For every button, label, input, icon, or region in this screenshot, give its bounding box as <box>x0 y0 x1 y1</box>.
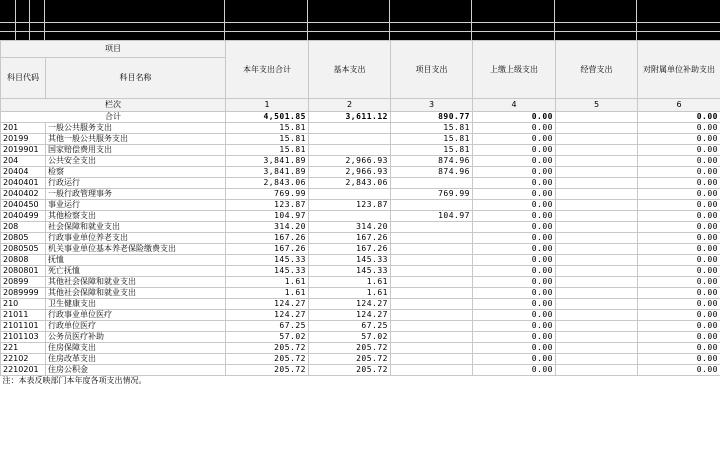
cell-total: 167.26 <box>226 244 309 255</box>
cell-business <box>556 332 638 343</box>
cell-code: 2080801 <box>1 266 46 277</box>
cell-upper: 0.00 <box>473 145 556 156</box>
cell-business <box>556 244 638 255</box>
cell-business <box>556 288 638 299</box>
cell-total: 2,843.06 <box>226 178 309 189</box>
code-header: 科目代码 <box>1 58 46 99</box>
table-row <box>1 343 720 354</box>
cell-business <box>556 233 638 244</box>
cell-total: 1.61 <box>226 277 309 288</box>
cell-subsidy: 0.00 <box>638 266 720 277</box>
cell-basic: 205.72 <box>309 343 391 354</box>
cell-business <box>556 145 638 156</box>
cell-subsidy: 0.00 <box>638 200 720 211</box>
cell-code: 221 <box>1 343 46 354</box>
seq-1: 1 <box>226 99 309 112</box>
cell-upper: 0.00 <box>473 189 556 200</box>
cell-project <box>391 310 473 321</box>
cell-project <box>391 365 473 376</box>
col-subsidy-header: 对附属单位补助支出 <box>638 41 720 99</box>
cell-project <box>391 222 473 233</box>
cell-upper: 0.00 <box>473 255 556 266</box>
cell-business <box>556 200 638 211</box>
expenditure-table <box>0 40 720 386</box>
cell-basic: 67.25 <box>309 321 391 332</box>
cell-upper: 0.00 <box>473 134 556 145</box>
cell-basic: 145.33 <box>309 266 391 277</box>
cell-project: 874.96 <box>391 156 473 167</box>
cell-code: 2040401 <box>1 178 46 189</box>
table-note: 注：本表反映部门本年度各项支出情况。 <box>1 376 720 387</box>
cell-total: 769.99 <box>226 189 309 200</box>
cell-total: 3,841.89 <box>226 156 309 167</box>
cell-name: 检察 <box>46 167 226 178</box>
cell-code: 2080505 <box>1 244 46 255</box>
cell-total: 67.25 <box>226 321 309 332</box>
cell-business <box>556 189 638 200</box>
seq-4: 4 <box>473 99 556 112</box>
cell-business <box>556 299 638 310</box>
cell-subsidy: 0.00 <box>638 244 720 255</box>
cell-total: 145.33 <box>226 255 309 266</box>
cell-name: 公务员医疗补助 <box>46 332 226 343</box>
cell-upper: 0.00 <box>473 277 556 288</box>
cell-name: 行政事业单位养老支出 <box>46 233 226 244</box>
cell-basic <box>309 134 391 145</box>
cell-code: 201 <box>1 123 46 134</box>
cell-business <box>556 343 638 354</box>
cell-upper: 0.00 <box>473 233 556 244</box>
cell-basic: 123.87 <box>309 200 391 211</box>
cell-code: 21011 <box>1 310 46 321</box>
cell-name: 机关事业单位基本养老保险缴费支出 <box>46 244 226 255</box>
cell-total: 15.81 <box>226 123 309 134</box>
col-total-header: 本年支出合计 <box>226 41 309 99</box>
cell-project: 874.96 <box>391 167 473 178</box>
cell-basic: 2,966.93 <box>309 167 391 178</box>
project-header: 项目 <box>1 41 226 58</box>
table-row <box>1 134 720 145</box>
cell-total: 57.02 <box>226 332 309 343</box>
cell-name: 社会保障和就业支出 <box>46 222 226 233</box>
cell-business <box>556 134 638 145</box>
cell-project <box>391 354 473 365</box>
cell-subsidy: 0.00 <box>638 343 720 354</box>
cell-business <box>556 266 638 277</box>
cell-upper: 0.00 <box>473 288 556 299</box>
cell-subsidy: 0.00 <box>638 233 720 244</box>
cell-project <box>391 332 473 343</box>
table-row <box>1 200 720 211</box>
cell-subsidy: 0.00 <box>638 332 720 343</box>
cell-subsidy: 0.00 <box>638 156 720 167</box>
cell-basic: 205.72 <box>309 365 391 376</box>
cell-code: 208 <box>1 222 46 233</box>
table-row <box>1 310 720 321</box>
cell-code: 20808 <box>1 255 46 266</box>
total-subsidy: 0.00 <box>638 112 720 123</box>
cell-basic: 2,966.93 <box>309 156 391 167</box>
cell-name: 一般公共服务支出 <box>46 123 226 134</box>
cell-code: 2019901 <box>1 145 46 156</box>
cell-upper: 0.00 <box>473 332 556 343</box>
cell-project <box>391 178 473 189</box>
table-row <box>1 354 720 365</box>
table-row <box>1 222 720 233</box>
cell-code: 210 <box>1 299 46 310</box>
cell-basic: 57.02 <box>309 332 391 343</box>
cell-name: 行政单位医疗 <box>46 321 226 332</box>
cell-subsidy: 0.00 <box>638 354 720 365</box>
cell-business <box>556 365 638 376</box>
table-row <box>1 145 720 156</box>
cell-total: 145.33 <box>226 266 309 277</box>
cell-subsidy: 0.00 <box>638 189 720 200</box>
cell-basic: 167.26 <box>309 244 391 255</box>
cell-basic <box>309 211 391 222</box>
cell-upper: 0.00 <box>473 211 556 222</box>
cell-subsidy: 0.00 <box>638 299 720 310</box>
cell-basic: 145.33 <box>309 255 391 266</box>
cell-basic: 1.61 <box>309 288 391 299</box>
cell-upper: 0.00 <box>473 178 556 189</box>
cell-total: 124.27 <box>226 310 309 321</box>
cell-upper: 0.00 <box>473 299 556 310</box>
cell-subsidy: 0.00 <box>638 222 720 233</box>
cell-subsidy: 0.00 <box>638 255 720 266</box>
cell-name: 住房改革支出 <box>46 354 226 365</box>
cell-project <box>391 266 473 277</box>
total-business <box>556 112 638 123</box>
table-row <box>1 233 720 244</box>
cell-total: 3,841.89 <box>226 167 309 178</box>
cell-subsidy: 0.00 <box>638 167 720 178</box>
cell-upper: 0.00 <box>473 310 556 321</box>
cell-name: 公共安全支出 <box>46 156 226 167</box>
cell-code: 20404 <box>1 167 46 178</box>
cell-project <box>391 288 473 299</box>
cell-business <box>556 167 638 178</box>
cell-total: 205.72 <box>226 343 309 354</box>
cell-basic: 2,843.06 <box>309 178 391 189</box>
cell-name: 行政事业单位医疗 <box>46 310 226 321</box>
redacted-title-bar <box>0 0 720 40</box>
cell-project: 769.99 <box>391 189 473 200</box>
name-header: 科目名称 <box>46 58 226 99</box>
seq-6: 6 <box>638 99 720 112</box>
cell-total: 205.72 <box>226 365 309 376</box>
cell-upper: 0.00 <box>473 343 556 354</box>
cell-business <box>556 277 638 288</box>
cell-basic <box>309 123 391 134</box>
cell-project: 15.81 <box>391 145 473 156</box>
cell-name: 一般行政管理事务 <box>46 189 226 200</box>
cell-business <box>556 354 638 365</box>
cell-subsidy: 0.00 <box>638 178 720 189</box>
total-upper: 0.00 <box>473 112 556 123</box>
total-project: 890.77 <box>391 112 473 123</box>
table-row <box>1 277 720 288</box>
cell-subsidy: 0.00 <box>638 365 720 376</box>
cell-upper: 0.00 <box>473 354 556 365</box>
cell-project: 15.81 <box>391 123 473 134</box>
cell-code: 2040450 <box>1 200 46 211</box>
cell-code: 2040402 <box>1 189 46 200</box>
cell-name: 住房保障支出 <box>46 343 226 354</box>
cell-code: 204 <box>1 156 46 167</box>
cell-total: 205.72 <box>226 354 309 365</box>
table-row <box>1 211 720 222</box>
cell-project <box>391 255 473 266</box>
cell-business <box>556 310 638 321</box>
cell-basic <box>309 189 391 200</box>
cell-code: 2040499 <box>1 211 46 222</box>
cell-upper: 0.00 <box>473 321 556 332</box>
cell-subsidy: 0.00 <box>638 310 720 321</box>
cell-name: 行政运行 <box>46 178 226 189</box>
table-row <box>1 266 720 277</box>
cell-upper: 0.00 <box>473 156 556 167</box>
cell-name: 卫生健康支出 <box>46 299 226 310</box>
cell-basic: 314.20 <box>309 222 391 233</box>
table-row <box>1 167 720 178</box>
col-basic-header: 基本支出 <box>309 41 391 99</box>
table-row <box>1 332 720 343</box>
col-project-header: 项目支出 <box>391 41 473 99</box>
cell-total: 1.61 <box>226 288 309 299</box>
cell-basic: 124.27 <box>309 299 391 310</box>
cell-project <box>391 233 473 244</box>
cell-subsidy: 0.00 <box>638 145 720 156</box>
cell-basic: 205.72 <box>309 354 391 365</box>
cell-project: 15.81 <box>391 134 473 145</box>
cell-basic <box>309 145 391 156</box>
total-row <box>1 112 720 123</box>
cell-name: 事业运行 <box>46 200 226 211</box>
cell-upper: 0.00 <box>473 200 556 211</box>
cell-total: 124.27 <box>226 299 309 310</box>
cell-code: 20805 <box>1 233 46 244</box>
cell-total: 123.87 <box>226 200 309 211</box>
cell-business <box>556 178 638 189</box>
cell-project: 104.97 <box>391 211 473 222</box>
cell-code: 2089999 <box>1 288 46 299</box>
cell-name: 死亡抚恤 <box>46 266 226 277</box>
cell-upper: 0.00 <box>473 167 556 178</box>
cell-total: 15.81 <box>226 145 309 156</box>
seq-label: 栏次 <box>1 99 226 112</box>
table-row <box>1 365 720 376</box>
cell-upper: 0.00 <box>473 123 556 134</box>
table-row <box>1 178 720 189</box>
cell-name: 其他检察支出 <box>46 211 226 222</box>
total-label: 合计 <box>1 112 226 123</box>
cell-business <box>556 123 638 134</box>
cell-subsidy: 0.00 <box>638 211 720 222</box>
cell-business <box>556 211 638 222</box>
cell-code: 22102 <box>1 354 46 365</box>
cell-name: 国家赔偿费用支出 <box>46 145 226 156</box>
table-row <box>1 123 720 134</box>
cell-upper: 0.00 <box>473 266 556 277</box>
seq-2: 2 <box>309 99 391 112</box>
table-row <box>1 299 720 310</box>
cell-business <box>556 222 638 233</box>
seq-3: 3 <box>391 99 473 112</box>
cell-subsidy: 0.00 <box>638 277 720 288</box>
cell-total: 167.26 <box>226 233 309 244</box>
total-total: 4,501.85 <box>226 112 309 123</box>
seq-5: 5 <box>556 99 638 112</box>
cell-project <box>391 343 473 354</box>
cell-name: 其他一般公共服务支出 <box>46 134 226 145</box>
cell-upper: 0.00 <box>473 222 556 233</box>
cell-code: 2101103 <box>1 332 46 343</box>
cell-upper: 0.00 <box>473 244 556 255</box>
cell-name: 其他社会保障和就业支出 <box>46 288 226 299</box>
cell-project <box>391 299 473 310</box>
col-business-header: 经营支出 <box>556 41 638 99</box>
table-row <box>1 321 720 332</box>
cell-project <box>391 321 473 332</box>
cell-project <box>391 277 473 288</box>
table-row <box>1 244 720 255</box>
table-row <box>1 189 720 200</box>
cell-code: 2210201 <box>1 365 46 376</box>
total-basic: 3,611.12 <box>309 112 391 123</box>
cell-business <box>556 255 638 266</box>
cell-basic: 124.27 <box>309 310 391 321</box>
cell-subsidy: 0.00 <box>638 288 720 299</box>
cell-project <box>391 244 473 255</box>
cell-name: 住房公积金 <box>46 365 226 376</box>
cell-name: 其他社会保障和就业支出 <box>46 277 226 288</box>
table-row <box>1 288 720 299</box>
cell-business <box>556 321 638 332</box>
cell-name: 抚恤 <box>46 255 226 266</box>
cell-business <box>556 156 638 167</box>
table-row <box>1 255 720 266</box>
cell-code: 2101101 <box>1 321 46 332</box>
cell-code: 20899 <box>1 277 46 288</box>
cell-project <box>391 200 473 211</box>
cell-basic: 167.26 <box>309 233 391 244</box>
cell-total: 104.97 <box>226 211 309 222</box>
cell-subsidy: 0.00 <box>638 123 720 134</box>
cell-upper: 0.00 <box>473 365 556 376</box>
cell-total: 314.20 <box>226 222 309 233</box>
cell-total: 15.81 <box>226 134 309 145</box>
cell-subsidy: 0.00 <box>638 321 720 332</box>
table-row <box>1 156 720 167</box>
col-upper-header: 上缴上级支出 <box>473 41 556 99</box>
cell-basic: 1.61 <box>309 277 391 288</box>
cell-subsidy: 0.00 <box>638 134 720 145</box>
cell-code: 20199 <box>1 134 46 145</box>
